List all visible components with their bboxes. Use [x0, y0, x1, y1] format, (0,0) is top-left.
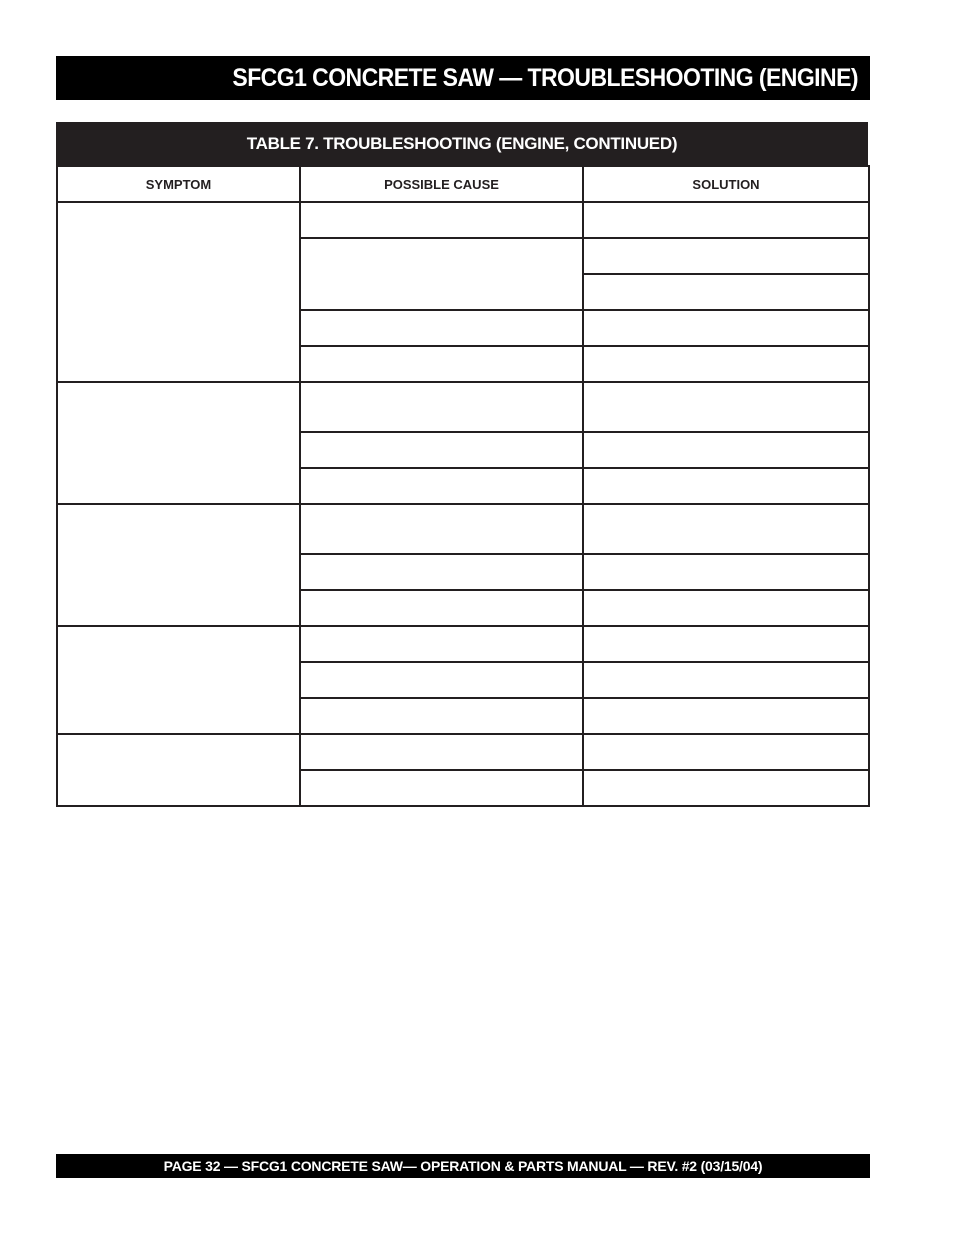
solution-cell — [583, 432, 869, 468]
table-header-row — [57, 166, 869, 202]
page-title-bar — [56, 56, 870, 100]
solution-cell — [583, 468, 869, 504]
solution-cell — [583, 382, 869, 432]
troubleshooting-table — [56, 122, 868, 807]
symptom-cell — [57, 504, 300, 626]
solution-cell — [583, 504, 869, 554]
cause-cell — [300, 202, 583, 238]
cause-cell — [300, 468, 583, 504]
symptom-cell — [57, 202, 300, 382]
cause-cell — [300, 590, 583, 626]
symptom-cell — [57, 734, 300, 806]
cause-cell — [300, 554, 583, 590]
solution-cell — [583, 310, 869, 346]
solution-cell — [583, 698, 869, 734]
solution-cell — [583, 554, 869, 590]
cause-cell — [300, 662, 583, 698]
solution-cell — [583, 626, 869, 662]
table-row — [57, 504, 869, 554]
solution-cell — [583, 662, 869, 698]
table-row — [57, 202, 869, 238]
solution-cell — [583, 590, 869, 626]
cause-cell — [300, 734, 583, 770]
symptom-cell — [57, 626, 300, 734]
table-caption: TABLE 7. TROUBLESHOOTING (ENGINE, CONTINUED) — [56, 122, 868, 165]
solution-cell — [583, 274, 869, 310]
page-footer: PAGE 32 — SFCG1 CONCRETE SAW— OPERATION & PARTS MANUAL — REV. #2 (03/15/04) — [56, 1154, 870, 1178]
solution-cell — [583, 238, 869, 274]
column-header-symptom: SYMPTOM — [57, 166, 300, 202]
solution-cell — [583, 770, 869, 806]
cause-cell — [300, 770, 583, 806]
cause-cell — [300, 382, 583, 432]
column-header-possible-cause: POSSIBLE CAUSE — [300, 166, 583, 202]
cause-cell — [300, 346, 583, 382]
symptom-cell — [57, 382, 300, 504]
solution-cell — [583, 202, 869, 238]
solution-cell — [583, 734, 869, 770]
solution-cell — [583, 346, 869, 382]
page-title: SFCG1 CONCRETE SAW — TROUBLESHOOTING (ENGINE) — [232, 63, 858, 92]
cause-cell — [300, 310, 583, 346]
cause-cell — [300, 504, 583, 554]
table-row — [57, 382, 869, 432]
table-row — [57, 734, 869, 770]
table-row — [57, 626, 869, 662]
cause-cell — [300, 626, 583, 662]
cause-cell — [300, 238, 583, 310]
cause-cell — [300, 432, 583, 468]
column-header-solution: SOLUTION — [583, 166, 869, 202]
cause-cell — [300, 698, 583, 734]
troubleshooting-grid — [56, 165, 870, 807]
